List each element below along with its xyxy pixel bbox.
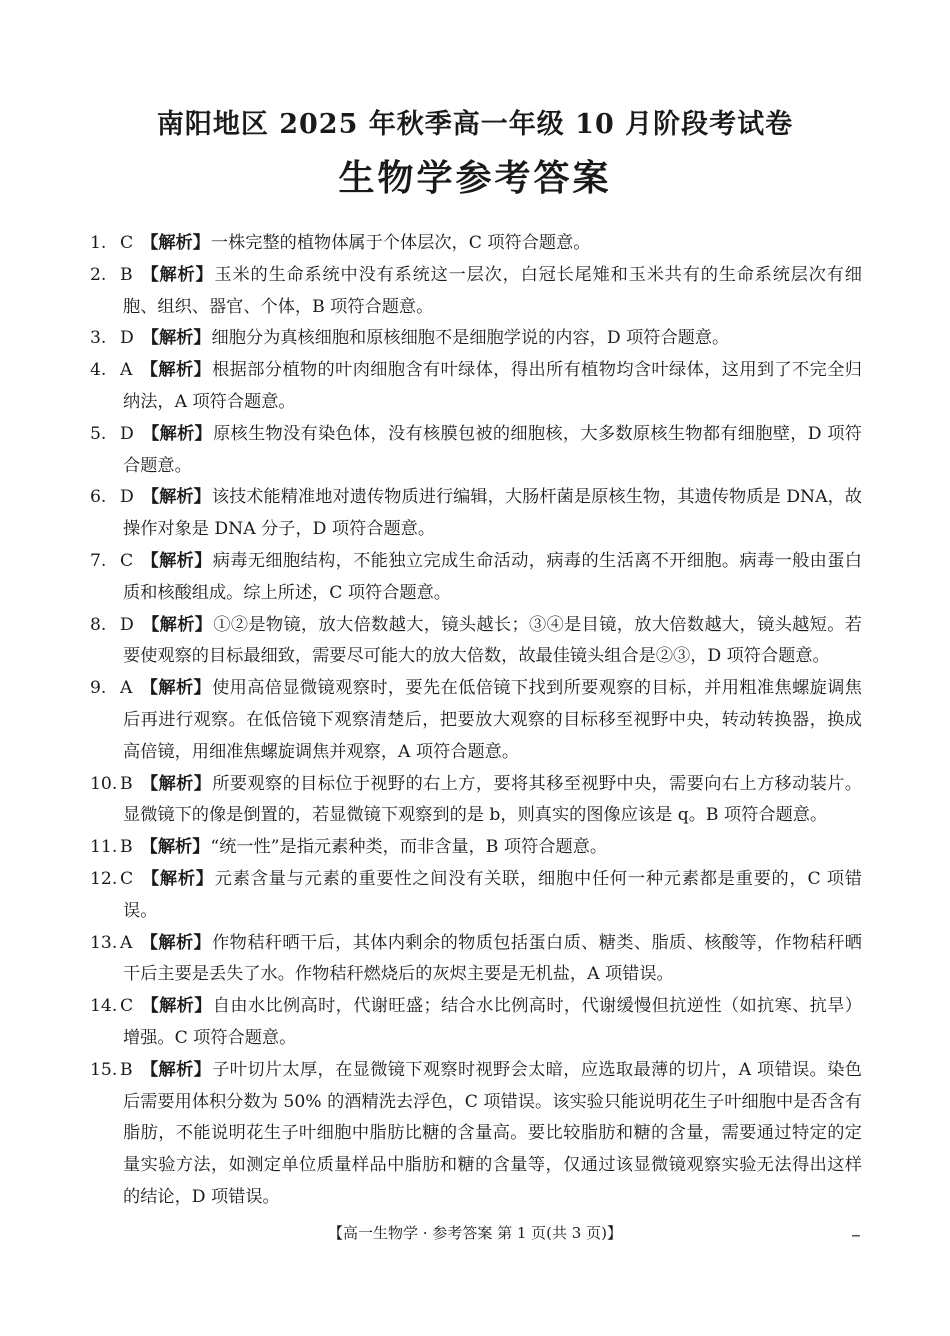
analysis-text: 原核生物没有染色体，没有核膜包被的细胞核，大多数原核生物都有细胞壁，D 项符合题意。 [123, 423, 862, 476]
answer-letter: D [120, 328, 134, 349]
analysis-label: 【解析】 [141, 487, 211, 508]
answer-item [90, 864, 862, 928]
question-number: 8. [90, 614, 107, 635]
answer-item [90, 928, 862, 992]
analysis-text: 一株完整的植物体属于个体层次，C 项符合题意。 [210, 233, 591, 253]
answer-item [90, 355, 862, 419]
analysis-text: ①②是物镜，放大倍数越大，镜头越长；③④是目镜，放大倍数越大，镜头越短。若要使观察的目标最细致，需要尽可能大的放大倍数，故最佳镜头组合是②③，D 项符合题意。 [123, 614, 862, 667]
analysis-label: 【解析】 [141, 996, 212, 1017]
question-number: 5. [90, 423, 107, 444]
answer-letter: A [120, 678, 133, 699]
answer-letter: A [120, 932, 133, 953]
answer-item [90, 260, 862, 324]
answer-item [90, 991, 862, 1055]
analysis-label: 【解析】 [141, 328, 211, 349]
analysis-text: 病毒无细胞结构，不能独立完成生命活动，病毒的生活离不开细胞。病毒一般由蛋白质和核酸组成。综上所述，C 项符合题意。 [123, 550, 862, 603]
page-footer: 【高一生物学 · 参考答案 第 1 页(共 3 页)】 [328, 1224, 622, 1242]
answer-letter: B [120, 773, 133, 794]
answer-letter: D [120, 423, 134, 444]
analysis-text: 使用高倍显微镜观察时，要先在低倍镜下找到所要观察的目标，并用粗准焦螺旋调焦后再进行观察。在低倍镜下观察清楚后，把要放大观察的目标移至视野中央，转动转换器，换成高倍镜，用细准焦螺旋调焦并观察，A 项符合题意。 [123, 678, 862, 762]
question-number: 12. [90, 868, 118, 889]
question-number: 3. [90, 328, 107, 349]
analysis-text: 玉米的生命系统中没有系统这一层次，白冠长尾雉和玉米共有的生命系统层次有细胞、组织、器官、个体，B 项符合题意。 [123, 264, 862, 317]
exam-title: 南阳地区 2025 年秋季高一年级 10 月阶段考试卷 [156, 109, 794, 140]
question-number: 15. [90, 1059, 118, 1080]
answer-item [90, 832, 862, 864]
answer-item [90, 610, 862, 674]
analysis-label: 【解析】 [140, 932, 212, 953]
analysis-text: 细胞分为真核细胞和原核细胞不是细胞学说的内容，D 项符合题意。 [211, 328, 730, 349]
analysis-label: 【解析】 [140, 837, 210, 858]
question-number: 1. [90, 233, 107, 253]
question-number: 13. [90, 932, 118, 953]
analysis-text: 该技术能精准地对遗传物质进行编辑，大肠杆菌是原核生物，其遗传物质是 DNA，故操作对象是 DNA 分子，D 项符合题意。 [123, 487, 862, 540]
analysis-text: 元素含量与元素的重要性之间没有关联，细胞中任何一种元素都是重要的，C 项错误。 [123, 868, 862, 921]
analysis-label: 【解析】 [140, 678, 212, 699]
answer-list [90, 228, 862, 1214]
question-number: 9. [90, 678, 107, 699]
question-number: 11. [90, 837, 118, 858]
analysis-label: 【解析】 [141, 423, 213, 444]
answer-item [90, 323, 862, 355]
question-number: 2. [90, 264, 107, 285]
analysis-text: “统一性”是指元素种类，而非含量，B 项符合题意。 [210, 837, 608, 858]
answer-item [90, 482, 862, 546]
answer-letter: C [120, 550, 134, 571]
answer-letter: B [120, 1059, 133, 1080]
question-number: 6. [90, 487, 107, 508]
question-number: 4. [90, 360, 107, 381]
analysis-label: 【解析】 [141, 868, 214, 889]
analysis-label: 【解析】 [140, 1059, 212, 1080]
analysis-text: 子叶切片太厚，在显微镜下观察时视野会太暗，应选取最薄的切片，A 项错误。染色后需要用体积分数为 50% 的酒精洗去浮色，C 项错误。该实验只能说明花生子叶细胞中是否含有脂肪，不能说明花生子叶细胞中脂肪比糖的含量高。要比较脂肪和糖的含量，需要通过特定的定量实验方法，如测定单位质量样品中脂肪和糖的含量等，仅通过该显微镜观察实验无法得出这样的结论，D 项错误。 [123, 1059, 862, 1207]
analysis-label: 【解析】 [141, 233, 210, 253]
answer-letter: B [120, 837, 133, 858]
answer-item [90, 419, 862, 483]
answer-item [90, 228, 862, 260]
analysis-label: 【解析】 [140, 264, 214, 285]
analysis-text: 所要观察的目标位于视野的右上方，要将其移至视野中央，需要向右上方移动装片。显微镜下的像是倒置的，若显微镜下观察到的是 b，则真实的图像应该是 q。B 项符合题意。 [123, 773, 862, 826]
analysis-text: 根据部分植物的叶肉细胞含有叶绿体，得出所有植物均含叶绿体，这用到了不完全归纳法，A 项符合题意。 [123, 360, 862, 412]
answer-letter: D [120, 487, 134, 508]
analysis-label: 【解析】 [141, 550, 212, 571]
answer-item [90, 1055, 862, 1214]
analysis-text: 作物秸秆晒干后，其体内剩余的物质包括蛋白质、糖类、脂质、核酸等，作物秸秆晒干后主要是丢失了水。作物秸秆燃烧后的灰烬主要是无机盐，A 项错误。 [123, 932, 862, 985]
analysis-label: 【解析】 [140, 773, 212, 794]
page-subtitle: 生物学参考答案 [338, 157, 612, 199]
answer-letter: C [120, 233, 134, 253]
answer-item [90, 769, 862, 833]
question-number: 7. [90, 550, 107, 571]
analysis-text: 自由水比例高时，代谢旺盛；结合水比例高时，代谢缓慢但抗逆性（如抗寒、抗旱）增强。C 项符合题意。 [123, 996, 862, 1048]
analysis-label: 【解析】 [140, 360, 212, 381]
answer-letter: C [120, 868, 134, 889]
corner-mark: ▁ [852, 1226, 860, 1237]
answer-item [90, 673, 862, 768]
question-number: 14. [90, 996, 118, 1017]
analysis-label: 【解析】 [141, 614, 213, 635]
answer-letter: B [120, 264, 133, 285]
answer-letter: D [120, 614, 134, 635]
answer-letter: A [120, 360, 133, 381]
answer-letter: C [120, 996, 134, 1017]
answer-item [90, 546, 862, 610]
question-number: 10. [90, 773, 118, 794]
